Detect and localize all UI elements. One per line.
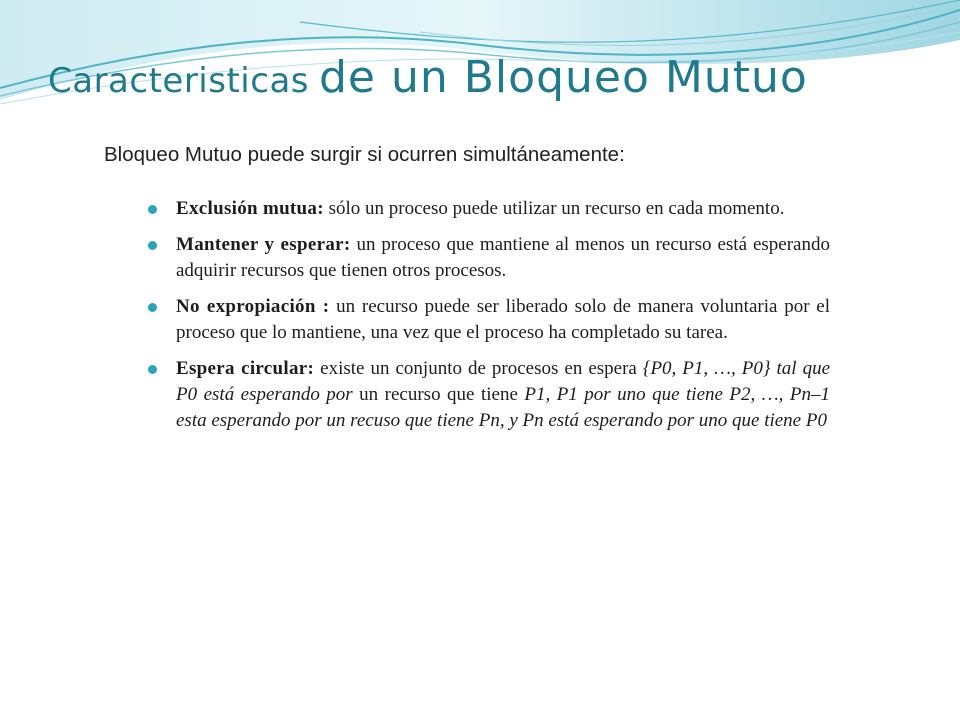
item-text: un proceso que mantiene al menos un recurso está esperando adquirir recursos que tienen otros procesos. [176,234,830,281]
item-term: Espera circular: [176,358,315,379]
list-item-no-preemption [148,294,830,346]
item-text-segment-3: un recurso que tiene [352,384,525,405]
page-title [48,52,808,103]
title-part-1: Caracteristicas [48,61,309,101]
item-term: Exclusión mutua: [176,198,324,219]
item-text-segment-4: P1, P1 por uno que tiene P2, …, Pn–1 esta esperando por un recuso que tiene Pn, y Pn está esperando por uno que tiene P0 [176,384,830,431]
item-term: Mantener y esperar: [176,234,351,255]
list-item-circular-wait [148,356,830,434]
item-text-segment-2: {P0, P1, …, P0} tal que P0 está esperando por [176,358,830,405]
bullet-icon [148,303,157,312]
bullet-icon [148,365,157,374]
bullet-icon [148,241,157,250]
item-text: un recurso puede ser liberado solo de manera voluntaria por el proceso que lo mantiene, una vez que el proceso ha completado su tarea. [176,296,830,343]
list-item-hold-and-wait [148,232,830,284]
item-text-segment-1: existe un conjunto de procesos en espera [314,358,643,379]
intro-text: Bloqueo Mutuo puede surgir si ocurren simultáneamente: [104,143,625,166]
title-part-2: de un Bloqueo Mutuo [319,52,808,103]
list-item-mutual-exclusion [148,196,830,222]
item-term: No expropiación : [176,296,330,317]
item-text: sólo un proceso puede utilizar un recurso en cada momento. [323,198,785,219]
conditions-list [148,196,830,444]
bullet-icon [148,205,157,214]
